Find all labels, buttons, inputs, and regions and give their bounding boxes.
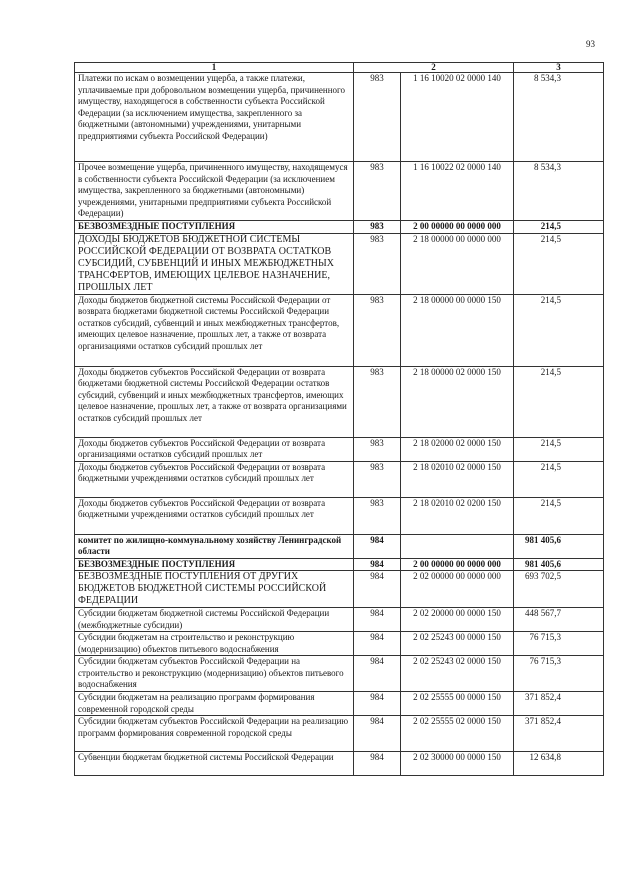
row-description: Доходы бюджетов субъектов Российской Федерации от возврата бюджетными учреждениями остатков субсидий прошлых лет: [75, 497, 354, 534]
table-row: [75, 534, 604, 558]
row-amount: 214,5: [514, 294, 604, 366]
row-budget-code: 2 02 25243 02 0000 150: [401, 656, 514, 692]
row-budget-code: [401, 534, 514, 558]
row-description: Субсидии бюджетам на строительство и реконструкцию (модернизацию) объектов питьевого водоснабжения: [75, 632, 354, 656]
row-admin-code: 983: [354, 221, 401, 234]
row-description: БЕЗВОЗМЕЗДНЫЕ ПОСТУПЛЕНИЯ: [75, 558, 354, 571]
row-budget-code: 2 02 30000 00 0000 150: [401, 752, 514, 776]
row-admin-code: 984: [354, 558, 401, 571]
row-description: Доходы бюджетов бюджетной системы Российской Федерации от возврата бюджетами бюджетной системы Российской Федерации остатков субсидий, субвенций и иных межбюджетных трансфертов, имеющих целевое назначение, прошлых лет, а также от возврата организациями остатков субсидий прошлых лет: [75, 294, 354, 366]
row-budget-code: 2 02 20000 00 0000 150: [401, 608, 514, 632]
row-amount: 981 405,6: [514, 558, 604, 571]
page-number: 93: [586, 39, 595, 49]
row-amount: 214,5: [514, 233, 604, 294]
row-description: Прочее возмещение ущерба, причиненного имуществу, находящемуся в собственности субъекта Российской Федерации (за исключением имущества, закрепленного за бюджетными (автономными) учреждениями, унитарными предприятиями субъекта Российской Федерации): [75, 162, 354, 221]
row-amount: 693 702,5: [514, 571, 604, 608]
row-budget-code: 2 18 02000 02 0000 150: [401, 437, 514, 461]
table-row: [75, 656, 604, 692]
row-admin-code: 983: [354, 294, 401, 366]
table-row: [75, 366, 604, 437]
row-budget-code: 2 02 00000 00 0000 000: [401, 571, 514, 608]
table-row: [75, 437, 604, 461]
row-amount: 371 852,4: [514, 716, 604, 752]
table-row: [75, 692, 604, 716]
row-description: Доходы бюджетов субъектов Российской Федерации от возврата бюджетами бюджетной системы Российской Федерации остатков субсидий, субвенций и иных межбюджетных трансфертов, имеющих целевое назначение, прошлых лет, а также от возврата организациями остатков субсидий прошлых лет: [75, 366, 354, 437]
row-description: ДОХОДЫ БЮДЖЕТОВ БЮДЖЕТНОЙ СИСТЕМЫ РОССИЙСКОЙ ФЕДЕРАЦИИ ОТ ВОЗВРАТА ОСТАТКОВ СУБСИДИЙ, СУБВЕНЦИЙ И ИНЫХ МЕЖБЮДЖЕТНЫХ ТРАНСФЕРТОВ, ИМЕЮЩИХ ЦЕЛЕВОЕ НАЗНАЧЕНИЕ, ПРОШЛЫХ ЛЕТ: [75, 233, 354, 294]
revenue-table: [74, 62, 604, 776]
table-row: [75, 716, 604, 752]
row-amount: 76 715,3: [514, 656, 604, 692]
row-admin-code: 984: [354, 752, 401, 776]
row-amount: 8 534,3: [514, 162, 604, 221]
row-budget-code: 2 18 02010 02 0200 150: [401, 497, 514, 534]
table-row: [75, 221, 604, 234]
row-admin-code: 983: [354, 437, 401, 461]
row-description: БЕЗВОЗМЕЗДНЫЕ ПОСТУПЛЕНИЯ: [75, 221, 354, 234]
row-amount: 8 534,3: [514, 73, 604, 162]
row-description: БЕЗВОЗМЕЗДНЫЕ ПОСТУПЛЕНИЯ ОТ ДРУГИХ БЮДЖЕТОВ БЮДЖЕТНОЙ СИСТЕМЫ РОССИЙСКОЙ ФЕДЕРАЦИИ: [75, 571, 354, 608]
row-admin-code: 983: [354, 497, 401, 534]
row-description: Субсидии бюджетам бюджетной системы Российской Федерации (межбюджетные субсидии): [75, 608, 354, 632]
row-amount: 12 634,8: [514, 752, 604, 776]
row-description: Субсидии бюджетам субъектов Российской Федерации на реализацию программ формирования современной городской среды: [75, 716, 354, 752]
row-budget-code: 2 00 00000 00 0000 000: [401, 221, 514, 234]
row-description: комитет по жилищно-коммунальному хозяйству Ленинградской области: [75, 534, 354, 558]
row-amount: 214,5: [514, 497, 604, 534]
row-amount: 214,5: [514, 221, 604, 234]
row-admin-code: 984: [354, 716, 401, 752]
table-row: [75, 233, 604, 294]
row-description: Субсидии бюджетам субъектов Российской Федерации на строительство и реконструкцию (модернизацию) объектов питьевого водоснабжения: [75, 656, 354, 692]
table-row: [75, 632, 604, 656]
header-col-3: 3: [514, 63, 604, 73]
row-budget-code: 2 00 00000 00 0000 000: [401, 558, 514, 571]
table-row: [75, 571, 604, 608]
row-budget-code: 2 02 25555 00 0000 150: [401, 692, 514, 716]
row-amount: 76 715,3: [514, 632, 604, 656]
row-budget-code: 1 16 10020 02 0000 140: [401, 73, 514, 162]
row-admin-code: 984: [354, 632, 401, 656]
row-budget-code: 2 18 00000 02 0000 150: [401, 366, 514, 437]
row-description: Платежи по искам о возмещении ущерба, а также платежи, уплачиваемые при добровольном возмещении ущерба, причиненного имуществу, находящегося в собственности субъекта Российской Федерации (за исключением имущества, закрепленного за бюджетными (автономными) учреждениями, унитарными предприятиями субъекта Российской Федерации): [75, 73, 354, 162]
row-admin-code: 984: [354, 692, 401, 716]
table-row: [75, 558, 604, 571]
table-row: [75, 608, 604, 632]
row-amount: 448 567,7: [514, 608, 604, 632]
row-budget-code: 2 18 00000 00 0000 000: [401, 233, 514, 294]
row-description: Субсидии бюджетам на реализацию программ формирования современной городской среды: [75, 692, 354, 716]
header-col-1: 1: [75, 63, 354, 73]
row-budget-code: 2 18 02010 02 0000 150: [401, 461, 514, 497]
row-admin-code: 984: [354, 571, 401, 608]
row-budget-code: 1 16 10022 02 0000 140: [401, 162, 514, 221]
row-amount: 214,5: [514, 437, 604, 461]
row-admin-code: 983: [354, 162, 401, 221]
header-col-2: 2: [354, 63, 514, 73]
row-amount: 981 405,6: [514, 534, 604, 558]
row-admin-code: 984: [354, 534, 401, 558]
row-admin-code: 983: [354, 366, 401, 437]
row-amount: 214,5: [514, 461, 604, 497]
table-row: [75, 73, 604, 162]
row-description: Доходы бюджетов субъектов Российской Федерации от возврата организациями остатков субсидий прошлых лет: [75, 437, 354, 461]
row-admin-code: 984: [354, 608, 401, 632]
row-description: Доходы бюджетов субъектов Российской Федерации от возврата бюджетными учреждениями остатков субсидий прошлых лет: [75, 461, 354, 497]
table-header-row: [75, 63, 604, 73]
table-row: [75, 294, 604, 366]
table-row: [75, 461, 604, 497]
table-row: [75, 162, 604, 221]
row-budget-code: 2 02 25243 00 0000 150: [401, 632, 514, 656]
row-description: Субвенции бюджетам бюджетной системы Российской Федерации: [75, 752, 354, 776]
row-budget-code: 2 02 25555 02 0000 150: [401, 716, 514, 752]
row-admin-code: 983: [354, 233, 401, 294]
row-admin-code: 983: [354, 73, 401, 162]
row-admin-code: 984: [354, 656, 401, 692]
row-amount: 371 852,4: [514, 692, 604, 716]
row-budget-code: 2 18 00000 00 0000 150: [401, 294, 514, 366]
row-admin-code: 983: [354, 461, 401, 497]
table-row: [75, 752, 604, 776]
row-amount: 214,5: [514, 366, 604, 437]
table-row: [75, 497, 604, 534]
